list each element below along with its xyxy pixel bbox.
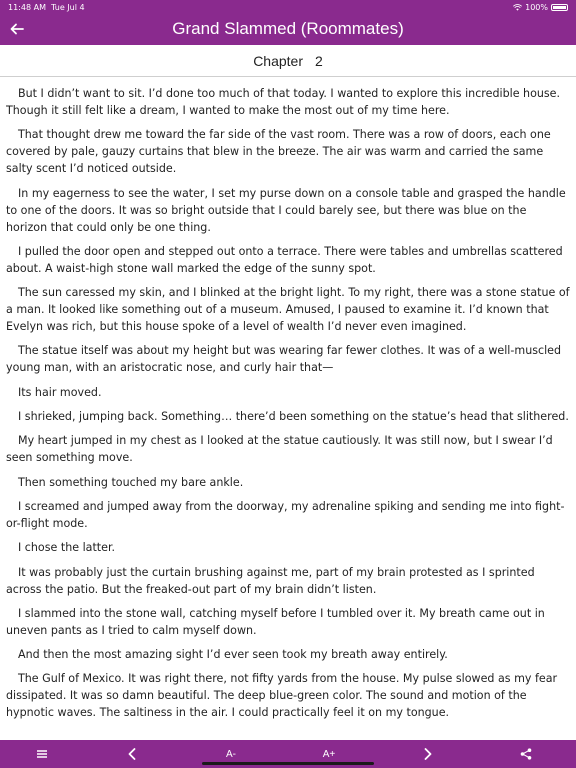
chapter-divider	[0, 76, 576, 77]
previous-page-button[interactable]	[118, 740, 146, 768]
chapter-number: 2	[315, 53, 323, 69]
font-decrease-label: A-	[226, 748, 236, 760]
app-header	[0, 0, 576, 45]
paragraph: The statue itself was about my height but was wearing far fewer clothes. It was of a well-muscled young man, with an aristocratic nose, and curly hair that—	[6, 344, 562, 375]
font-increase-label: A+	[322, 748, 336, 760]
chevron-right-icon	[424, 748, 432, 760]
paragraph: That thought drew me toward the far side of the vast room. There was a row of doors, each one covered by pale, gauzy curtains that blew in the breeze. The air was warm and carried the same salty scent I’d noticed outside.	[6, 128, 551, 176]
status-time: 11:48 AM Tue Jul 4	[8, 3, 85, 12]
paragraph: Its hair moved.	[18, 385, 102, 399]
share-icon	[520, 748, 532, 760]
paragraph: The Gulf of Mexico. It was right there, not fifty yards from the house. My pulse slowed as my fear dissipated. It was so damn beautiful. The deep blue-green color. The sound and motion of the hypnotic waves. The saltiness in the air. I could practically feel it on my tongue.	[6, 672, 558, 720]
chapter-label: Chapter	[253, 53, 303, 69]
chapter-text[interactable]	[6, 85, 570, 739]
menu-icon	[37, 750, 47, 758]
paragraph: Then something touched my bare ankle.	[18, 475, 244, 489]
back-button[interactable]	[6, 18, 28, 40]
paragraph: I chose the latter.	[18, 541, 116, 555]
paragraph: And then the most amazing sight I’d ever seen took my breath away entirely.	[18, 648, 448, 662]
status-bar	[0, 0, 576, 14]
paragraph: I pulled the door open and stepped out onto a terrace. There were tables and umbrellas scattered about. A waist-high stone wall marked the edge of the sunny spot.	[6, 244, 563, 275]
chapter-heading	[0, 46, 576, 76]
paragraph: In my eagerness to see the water, I set my purse down on a console table and grasped the handle to one of the doors. It was so bright outside that I could barely see, but there was blue on the horizon that could only be one thing.	[6, 186, 566, 234]
menu-button[interactable]	[28, 740, 56, 768]
home-indicator[interactable]	[202, 762, 374, 765]
wifi-icon	[513, 4, 522, 11]
status-right	[513, 3, 568, 12]
paragraph: The sun caressed my skin, and I blinked at the bright light. To my right, there was a stone statue of a man. It looked like something out of a museum. Amused, I paused to examine it. I’d known that Evelyn was rich, but this house spoke of a level of wealth I’d never even imagined.	[6, 286, 570, 334]
next-page-button[interactable]	[414, 740, 442, 768]
paragraph: I screamed and jumped away from the doorway, my adrenaline spiking and sending me into fight-or-flight mode.	[6, 499, 565, 530]
paragraph: It was probably just the curtain brushing against me, part of my brain protested as I sprinted across the patio. But the freaked-out part of my brain didn’t listen.	[6, 565, 535, 596]
chevron-left-icon	[128, 748, 136, 760]
paragraph: My heart jumped in my chest as I looked at the statue cautiously. It was still now, but I swear I’d seen something move.	[6, 434, 553, 465]
paragraph: I slammed into the stone wall, catching myself before I tumbled over it. My breath came out in uneven pants as I tried to calm myself down.	[6, 606, 545, 637]
share-button[interactable]	[512, 740, 540, 768]
paragraph: But I didn’t want to sit. I’d done too much of that today. I wanted to explore this incredible house. Though it still felt like a dream, I wanted to make the most out of my time here.	[6, 87, 561, 117]
arrow-left-icon	[10, 23, 24, 35]
battery-icon	[551, 4, 568, 11]
book-title: Grand Slammed (Roommates)	[172, 19, 404, 38]
paragraph: I shrieked, jumping back. Something… there’d been something on the statue’s head that slithered.	[18, 410, 569, 424]
battery-percent: 100%	[525, 3, 548, 12]
